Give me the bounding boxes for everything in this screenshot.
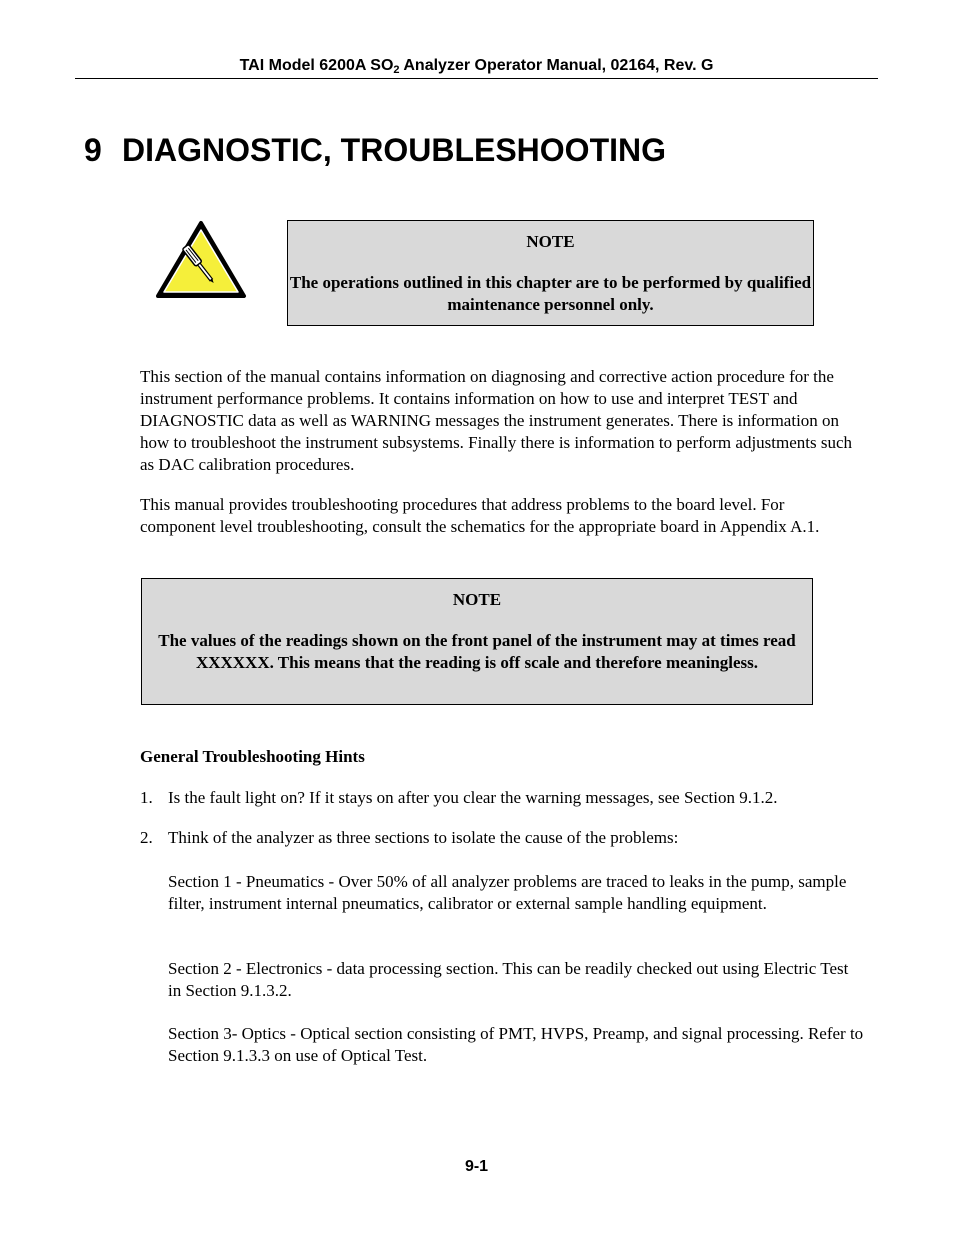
list-item-text: Think of the analyzer as three sections to isolate the cause of the problems: bbox=[168, 828, 679, 847]
section-optics-text: Section 3- Optics - Optical section consisting of PMT, HVPS, Preamp, and signal processing. Refer to Section 9.1.3.3 on use of Optical Test. bbox=[168, 1024, 864, 1065]
section-electronics-text: Section 2 - Electronics - data processing section. This can be readily checked out using Electric Test in Section 9.1.3.2. bbox=[168, 959, 849, 1000]
running-header bbox=[75, 56, 878, 76]
header-title-part1: TAI Model 6200A SO bbox=[239, 57, 394, 74]
note-box-personnel bbox=[287, 220, 814, 326]
header-rule bbox=[75, 78, 878, 79]
note-title: NOTE bbox=[452, 590, 502, 609]
header-title-subscript: 2 bbox=[393, 64, 400, 76]
note-title: NOTE bbox=[526, 232, 575, 251]
note-body: The values of the readings shown on the front panel of the instrument may at times read XXXXXX. This means that the reading is off scale and therefore meaningless. bbox=[158, 631, 796, 672]
list-item-number: 1. bbox=[140, 788, 153, 807]
note-box-readings bbox=[141, 578, 813, 705]
hints-heading: General Troubleshooting Hints bbox=[140, 747, 365, 766]
section-pneumatics-text: Section 1 - Pneumatics - Over 50% of all analyzer problems are traced to leaks in the pump, sample filter, instrument internal pneumatics, calibrator or external sample handling equipment. bbox=[168, 872, 847, 913]
board-level-paragraph: This manual provides troubleshooting procedures that address problems to the board level. For component level troubleshooting, consult the schematics for the appropriate board in Appendix A.1. bbox=[140, 495, 820, 536]
chapter-title-text: DIAGNOSTIC, TROUBLESHOOTING bbox=[122, 132, 666, 168]
screwdriver-caution-icon bbox=[155, 220, 247, 300]
header-title-part2: Analyzer Operator Manual, 02164, Rev. G bbox=[399, 57, 714, 74]
list-item-text: Is the fault light on? If it stays on after you clear the warning messages, see Section 9.1.2. bbox=[168, 788, 778, 807]
note-body: The operations outlined in this chapter are to be performed by qualified maintenance personnel only. bbox=[289, 273, 812, 314]
chapter-number: 9 bbox=[84, 132, 102, 168]
list-item-number: 2. bbox=[140, 828, 153, 847]
page-number: 9-1 bbox=[464, 1158, 489, 1175]
chapter-title bbox=[84, 130, 666, 170]
intro-paragraph: This section of the manual contains information on diagnosing and corrective action procedure for the instrument performance problems. It contains information on how to use and interpret TEST and DIAGNOSTIC data as well as WARNING messages the instrument generates. There is information on how to troubleshoot the instrument subsystems. Finally there is information to perform adjustments such as DAC calibration procedures. bbox=[140, 367, 853, 474]
